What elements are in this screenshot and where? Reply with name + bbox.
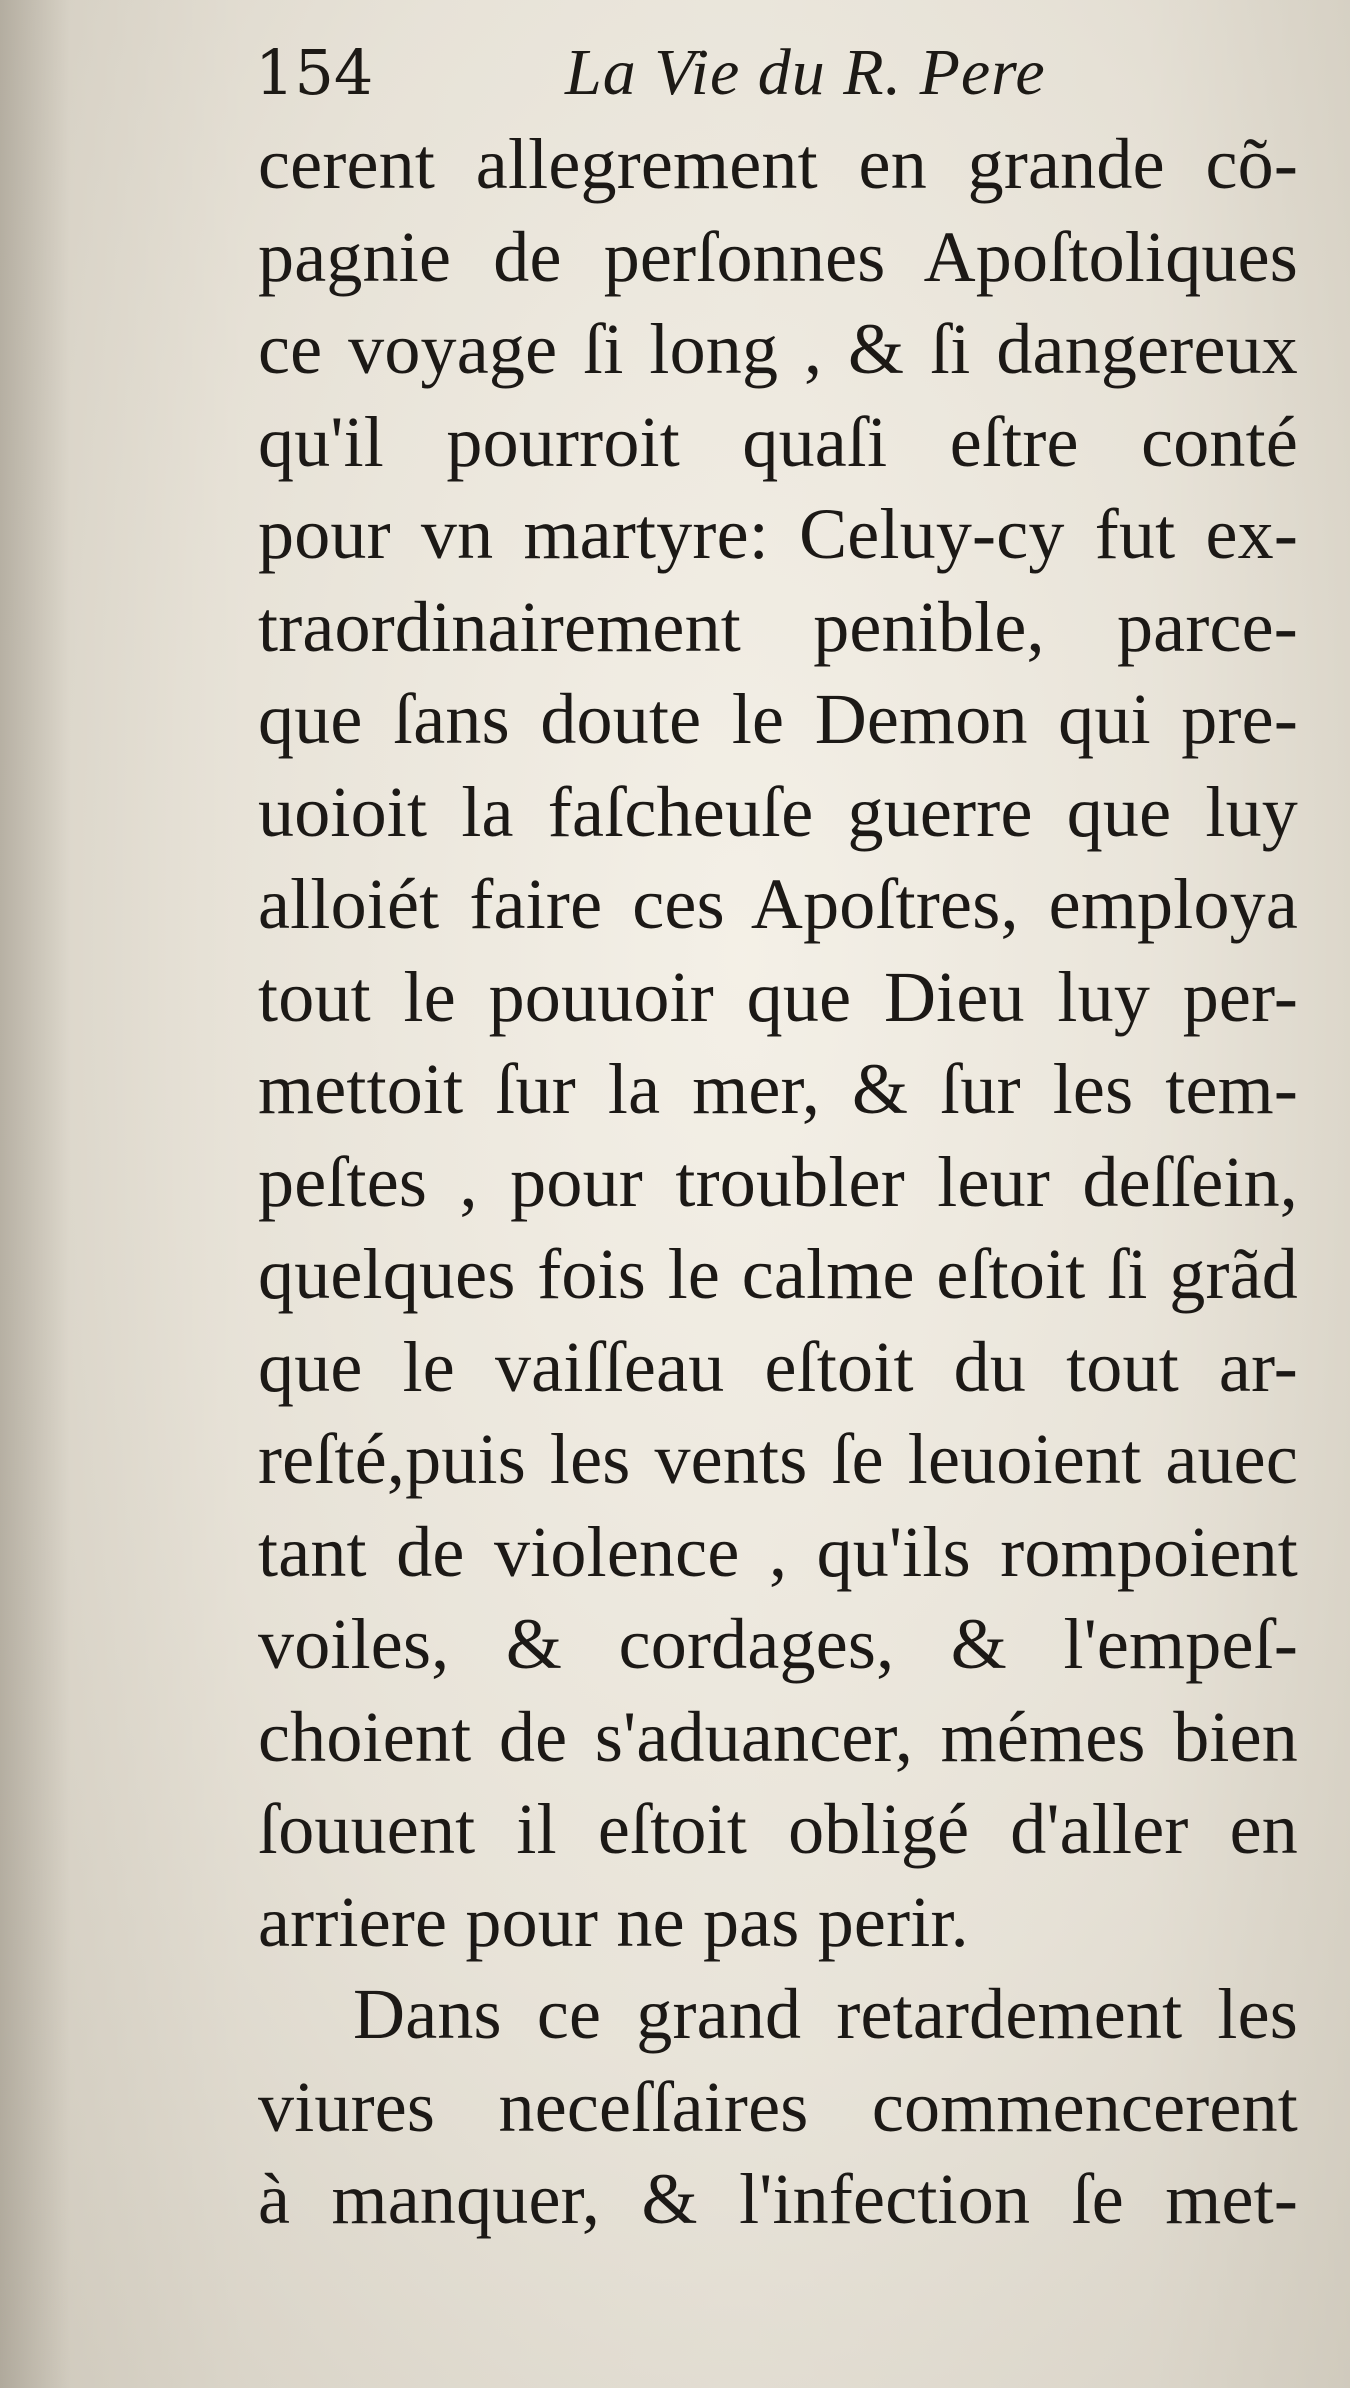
text-line: reſté,puis les vents ſe leuoient auec — [258, 1419, 1298, 1499]
text-line: viures neceſſaires commencerent — [258, 2066, 1298, 2147]
text-line: ſouuent il eſtoit obligé d'aller en — [258, 1789, 1298, 1869]
text-line: ce voyage ſi long , & ſi dangereux — [258, 309, 1298, 389]
text-line: pagnie de perſonnes Apoſtoliques — [258, 216, 1298, 297]
text-line: alloiét faire ces Apoſtres, employa — [258, 864, 1298, 944]
running-title: La Vie du R. Pere — [565, 36, 1046, 109]
text-line: Dans ce grand retardement les — [353, 1974, 1298, 2054]
text-line: tout le pouuoir que Dieu luy per- — [258, 956, 1298, 1037]
text-line: arriere pour ne pas perir. — [258, 1881, 969, 1962]
text-line: qu'il pourroit quaſi eſtre conté — [258, 401, 1298, 482]
text-line: choient de s'aduancer, mémes bien — [258, 1696, 1298, 1777]
text-line: uoioit la faſcheuſe guerre que luy — [258, 771, 1298, 852]
text-line: peſtes , pour troubler leur deſſein, — [258, 1141, 1298, 1222]
text-line: mettoit ſur la mer, & ſur les tem- — [258, 1049, 1298, 1129]
page-number: 154 — [255, 36, 374, 109]
text-line: à manquer, & l'infection ſe met- — [258, 2159, 1298, 2239]
text-line: que ſans doute le Demon qui pre- — [258, 679, 1298, 759]
text-line: pour vn martyre: Celuy-cy fut ex- — [258, 494, 1298, 574]
text-line: traordinairement penible, parce- — [258, 586, 1298, 667]
text-line: cerent allegrement en grande cõ- — [258, 124, 1298, 204]
text-line: tant de violence , qu'ils rompoient — [258, 1511, 1298, 1592]
text-line: quelques fois le calme eſtoit ſi grãd — [258, 1234, 1298, 1314]
body-text — [258, 118, 1298, 2246]
text-line: que le vaiſſeau eſtoit du tout ar- — [258, 1326, 1298, 1407]
running-head — [255, 28, 1255, 118]
gutter-shadow — [0, 0, 70, 2388]
text-line: voiles, & cordages, & l'empeſ- — [258, 1604, 1298, 1684]
